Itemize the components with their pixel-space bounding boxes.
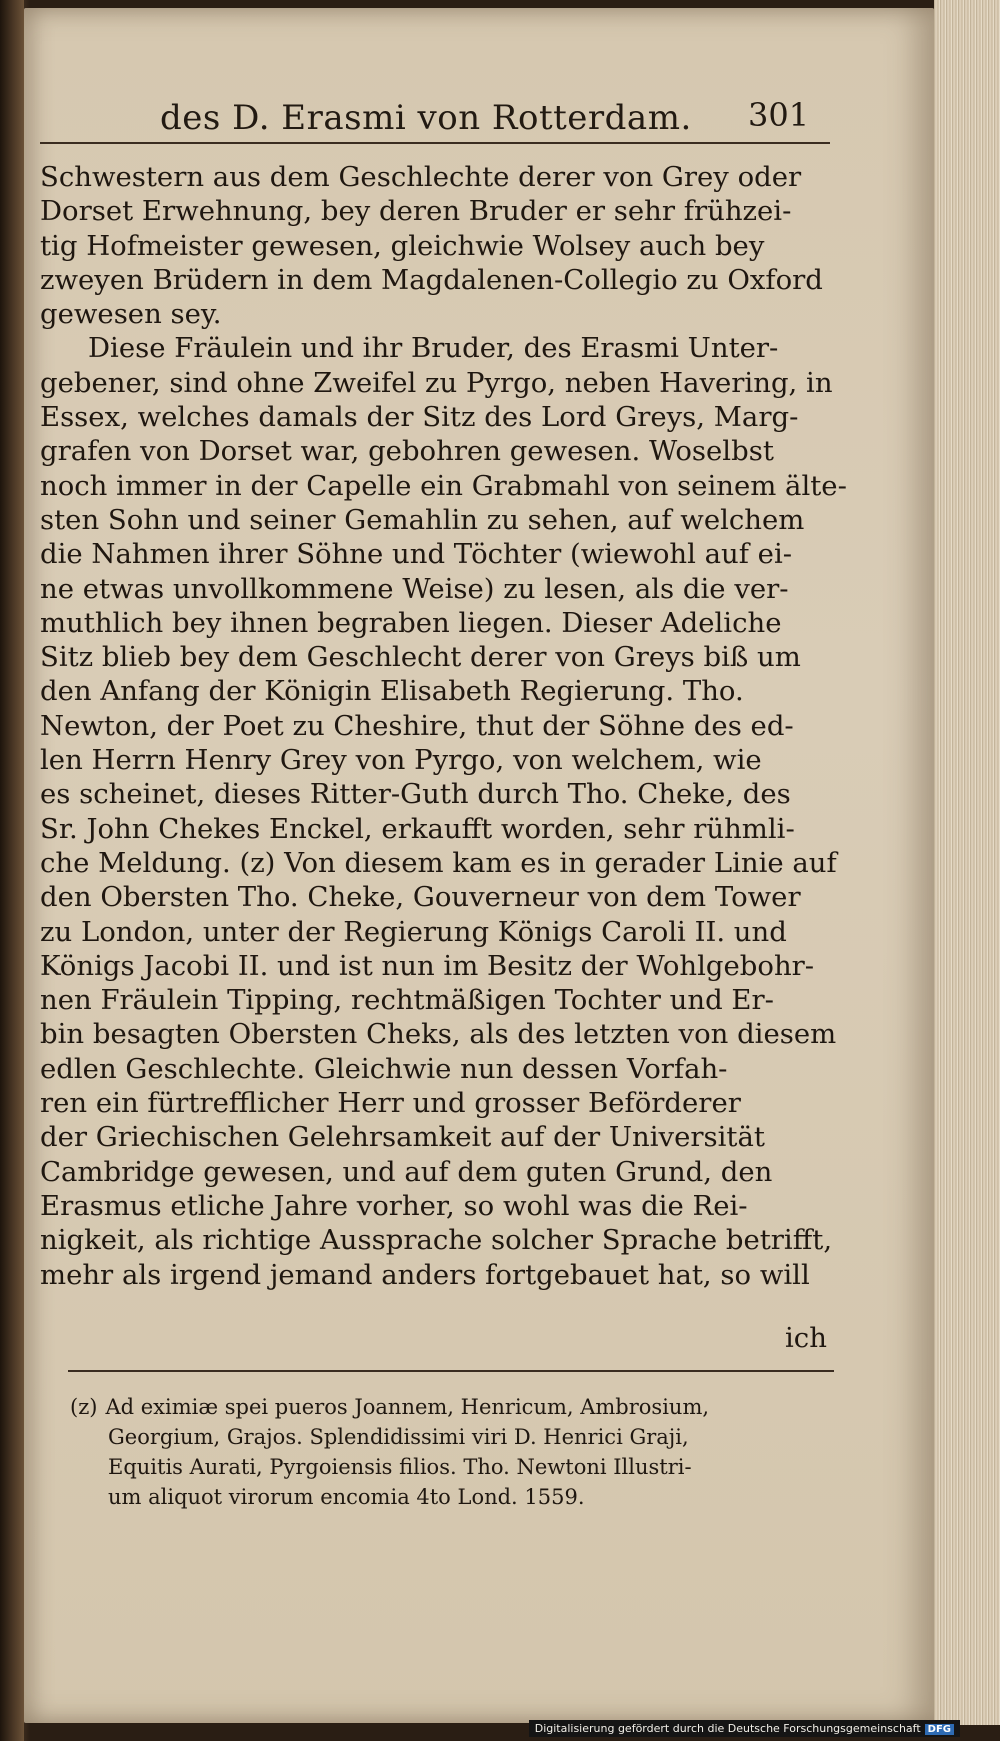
body-line: ren ein fürtrefflicher Herr und grosser Beförderer [40,1087,741,1120]
body-line: gewesen sey. [40,298,222,331]
body-line: zu London, unter der Regierung Königs Caroli II. und [40,915,787,948]
page-fore-edge [934,0,1000,1725]
footnote [70,1392,840,1512]
catchword: ich [785,1322,827,1354]
body-line: zweyen Brüdern in dem Magdalenen-Collegio zu Oxford [40,263,823,296]
header-rule [40,142,830,144]
body-line: noch immer in der Capelle ein Grabmahl von seinem älte- [40,469,847,502]
body-text [40,160,847,1292]
footnote-text: Ad eximiæ spei pueros Joannem, Henricum, Ambrosium, [105,1395,710,1419]
footnote-line [70,1392,840,1422]
body-line: sten Sohn und seiner Gemahlin zu sehen, auf welchem [40,503,805,536]
footnote-marker: (z) [70,1395,98,1419]
body-line: che Meldung. (z) Von diesem kam es in gerader Linie auf [40,846,837,879]
footnote-rule [68,1370,834,1372]
page-number: 301 [748,96,810,134]
body-line: den Anfang der Königin Elisabeth Regierung. Tho. [40,675,744,708]
body-line: Essex, welches damals der Sitz des Lord Greys, Marg- [40,401,799,434]
body-line: Newton, der Poet zu Cheshire, thut der Söhne des ed- [40,709,794,742]
body-line: den Obersten Tho. Cheke, Gouverneur von dem Tower [40,881,801,914]
footnote-line: um aliquot virorum encomia 4to Lond. 1559. [108,1485,585,1509]
body-line: grafen von Dorset war, gebohren gewesen. Woselbst [40,435,774,468]
digitization-credit [529,1720,960,1737]
body-line: Dorset Erwehnung, bey deren Bruder er sehr frühzei- [40,195,792,228]
body-line: Diese Fräulein und ihr Bruder, des Erasmi Unter- [88,332,779,365]
body-line: Königs Jacobi II. und ist nun im Besitz der Wohlgebohr- [40,949,815,982]
dfg-logo: DFG [925,1724,954,1735]
body-line: ne etwas unvollkommene Weise) zu lesen, als die ver- [40,572,789,605]
body-line: edlen Geschlechte. Gleichwie nun dessen Vorfah- [40,1052,728,1085]
body-line: nen Fräulein Tipping, rechtmäßigen Tochter und Er- [40,984,774,1017]
book-spine-edge [0,0,24,1741]
footnote-line: Georgium, Grajos. Splendidissimi viri D. Henrici Graji, [108,1425,689,1449]
body-line: nigkeit, als richtige Aussprache solcher Sprache betrifft, [40,1224,833,1257]
running-head: des D. Erasmi von Rotterdam. [160,98,692,138]
digitization-credit-text: Digitalisierung gefördert durch die Deutsche Forschungsgemeinschaft [534,1722,921,1735]
body-line: Sitz blieb bey dem Geschlecht derer von Greys biß um [40,641,801,674]
body-line: Erasmus etliche Jahre vorher, so wohl was die Rei- [40,1189,748,1222]
body-line: Cambridge gewesen, und auf dem guten Grund, den [40,1155,773,1188]
body-line: die Nahmen ihrer Söhne und Töchter (wiewohl auf ei- [40,538,793,571]
body-line: mehr als irgend jemand anders fortgebauet hat, so will [40,1258,810,1291]
body-line: Schwestern aus dem Geschlechte derer von Grey oder [40,161,802,193]
body-line: gebener, sind ohne Zweifel zu Pyrgo, neben Havering, in [40,366,833,399]
footnote-line: Equitis Aurati, Pyrgoiensis filios. Tho. Newtoni Illustri- [108,1455,692,1479]
body-line: tig Hofmeister gewesen, gleichwie Wolsey auch bey [40,229,765,262]
body-line: der Griechischen Gelehrsamkeit auf der Universität [40,1121,765,1154]
body-line: bin besagten Obersten Cheks, als des letzten von diesem [40,1018,837,1051]
body-line: es scheinet, dieses Ritter-Guth durch Tho. Cheke, des [40,778,791,811]
body-line: len Herrn Henry Grey von Pyrgo, von welchem, wie [40,744,762,777]
body-line: Sr. John Chekes Enckel, erkaufft worden, sehr rühmli- [40,812,795,845]
body-line: muthlich bey ihnen begraben liegen. Dieser Adeliche [40,606,782,639]
